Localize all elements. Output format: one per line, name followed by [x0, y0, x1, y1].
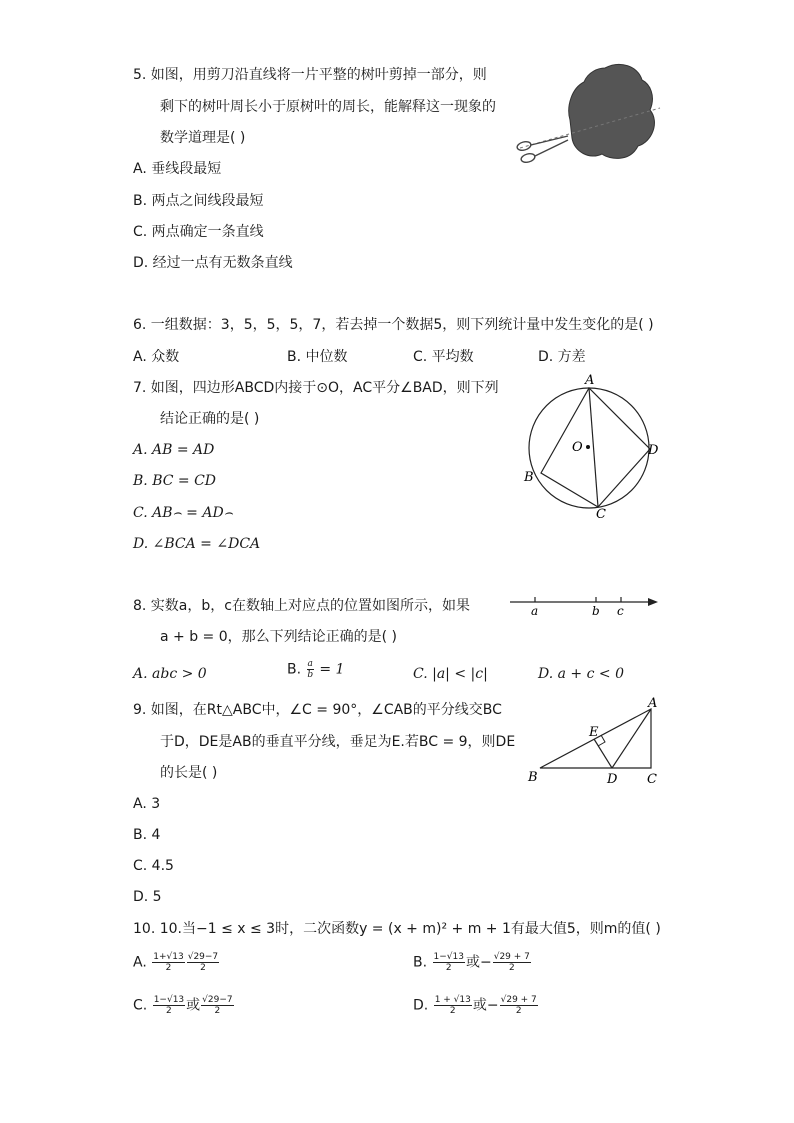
q6-option-d: D. 方差	[538, 349, 586, 365]
q7-stem-line1: 7. 如图，四边形ABCD内接于⊙O，AC平分∠BAD，则下列	[133, 380, 499, 396]
label-B: B	[528, 770, 538, 785]
quadrilateral-abcd	[541, 388, 650, 507]
q10-option-b-frac2-den: 2	[508, 963, 515, 973]
q7-option-c: C. AB⌢ = AD⌢	[133, 505, 233, 521]
q10-option-d	[413, 995, 539, 1016]
q9-stem-line1: 9. 如图，在Rt△ABC中，∠C = 90°，∠CAB的平分线交BC	[133, 702, 502, 718]
q5-option-c: C. 两点确定一条直线	[133, 224, 264, 240]
q10-option-d-frac2-den: 2	[515, 1006, 522, 1016]
q5-stem-line1: 5. 如图，用剪刀沿直线将一片平整的树叶剪掉一部分，则	[133, 67, 487, 83]
q10-option-a-frac1-num: 1+√13	[153, 952, 184, 962]
label-A: A	[648, 696, 658, 711]
q10-option-d-frac2	[500, 995, 538, 1016]
q10-option-b-frac1-num: 1−√13	[433, 952, 464, 962]
q6-option-c: C. 平均数	[413, 349, 474, 365]
q6-stem: 6. 一组数据：3，5，5，5，7，若去掉一个数据5，则下列统计量中发生变化的是( )	[133, 317, 654, 333]
q10-option-c-frac1-den: 2	[166, 1006, 172, 1016]
q10-option-b-frac1-den: 2	[445, 963, 452, 973]
q10-option-a-frac2	[187, 952, 219, 973]
q10-option-a-frac2-num: √29−7	[187, 952, 219, 962]
q10-option-a-frac2-den: 2	[200, 963, 206, 973]
q5-stem-line2: 剩下的树叶周长小于原树叶的周长，能解释这一现象的	[160, 99, 496, 115]
q6-option-b: B. 中位数	[287, 349, 348, 365]
axis-label-a: a	[531, 604, 539, 618]
q8-option-b-denominator: b	[307, 670, 314, 680]
label-D: D	[607, 772, 618, 787]
diagonal-ac	[589, 388, 598, 507]
q10-option-d-frac1-num: 1 + √13	[434, 995, 471, 1005]
leaf-shape	[569, 64, 655, 158]
q10-option-b-connector: 或−	[465, 954, 492, 971]
q7-option-a: A. AB = AD	[133, 442, 215, 458]
q10-option-b-frac2	[493, 952, 531, 973]
q10-option-c-label: C.	[133, 997, 148, 1014]
q7-option-d: D. ∠BCA = ∠DCA	[133, 536, 261, 552]
label-E: E	[589, 725, 599, 740]
q8-option-b	[287, 659, 344, 680]
q10-option-c-frac1-num: 1−√13	[153, 995, 185, 1005]
q10-option-d-frac1-den: 2	[449, 1006, 456, 1016]
q9-option-c: C. 4.5	[133, 858, 174, 874]
q8-option-b-rest: = 1	[319, 661, 345, 678]
q10-option-d-frac1	[434, 995, 472, 1016]
q8-option-a: A. abc > 0	[133, 666, 207, 682]
label-B: B	[524, 470, 534, 485]
q10-option-a-frac1-den: 2	[165, 963, 172, 973]
q5-option-b: B. 两点之间线段最短	[133, 193, 264, 209]
q8-stem-line1: 8. 实数a，b，c在数轴上对应点的位置如图所示，如果	[133, 598, 470, 614]
q10-option-c	[133, 995, 235, 1016]
circle-quadrilateral-figure	[515, 370, 665, 525]
q8-option-c: C. |a| < |c|	[413, 666, 488, 682]
q10-option-d-connector: 或−	[472, 997, 499, 1014]
label-C: C	[596, 507, 606, 522]
axis-arrow	[648, 598, 658, 606]
q10-option-c-frac2-num: √29−7	[202, 995, 233, 1005]
q9-stem-line2: 于D，DE是AB的垂直平分线，垂足为E.若BC = 9，则DE	[160, 734, 516, 750]
axis-label-b: b	[592, 604, 600, 618]
label-C: C	[647, 772, 657, 787]
center-dot	[586, 445, 590, 449]
segment-ad	[612, 709, 651, 768]
q10-option-c-frac2-den: 2	[214, 1006, 221, 1016]
label-O: O	[572, 440, 583, 455]
q5-option-a: A. 垂线段最短	[133, 161, 222, 177]
q9-option-b: B. 4	[133, 827, 161, 843]
label-A: A	[585, 373, 595, 388]
q8-option-b-label: B.	[287, 661, 302, 678]
q10-option-a-label: A.	[133, 954, 147, 971]
q5-stem-line3: 数学道理是( )	[160, 130, 246, 146]
q8-option-b-fraction	[307, 659, 314, 680]
q7-stem-line2: 结论正确的是( )	[160, 411, 260, 427]
axis-label-c: c	[617, 604, 624, 618]
q10-stem: 10. 10.当−1 ≤ x ≤ 3时，二次函数y = (x + m)² + m + 1有最大值5，则m的值( )	[133, 921, 661, 937]
q8-option-d: D. a + c < 0	[538, 666, 624, 682]
q10-option-b-label: B.	[413, 954, 428, 971]
q10-option-a	[133, 952, 220, 973]
q8-stem-line2: a + b = 0，那么下列结论正确的是( )	[160, 629, 398, 645]
scissors-icon	[516, 136, 568, 164]
number-line-figure	[510, 590, 660, 620]
q6-option-a: A. 众数	[133, 349, 180, 365]
q9-option-d: D. 5	[133, 889, 162, 905]
q10-option-c-frac2	[201, 995, 233, 1016]
q10-option-d-frac2-num: √29 + 7	[500, 995, 537, 1005]
q7-option-b: B. BC = CD	[133, 473, 217, 489]
q10-option-b-frac2-num: √29 + 7	[493, 952, 530, 962]
q10-option-c-connector: 或	[186, 997, 201, 1014]
q10-option-a-frac1	[152, 952, 184, 973]
q5-option-d: D. 经过一点有无数条直线	[133, 255, 293, 271]
label-D: D	[648, 443, 659, 458]
q8-option-b-numerator: a	[307, 659, 313, 669]
q10-option-c-frac1	[153, 995, 185, 1016]
q9-option-a: A. 3	[133, 796, 161, 812]
q10-option-b-frac1	[433, 952, 465, 973]
leaf-scissors-figure	[510, 60, 670, 175]
q9-stem-line3: 的长是( )	[160, 765, 218, 781]
right-triangle-figure	[520, 690, 670, 790]
q10-option-d-label: D.	[413, 997, 429, 1014]
q10-option-b	[413, 952, 532, 973]
